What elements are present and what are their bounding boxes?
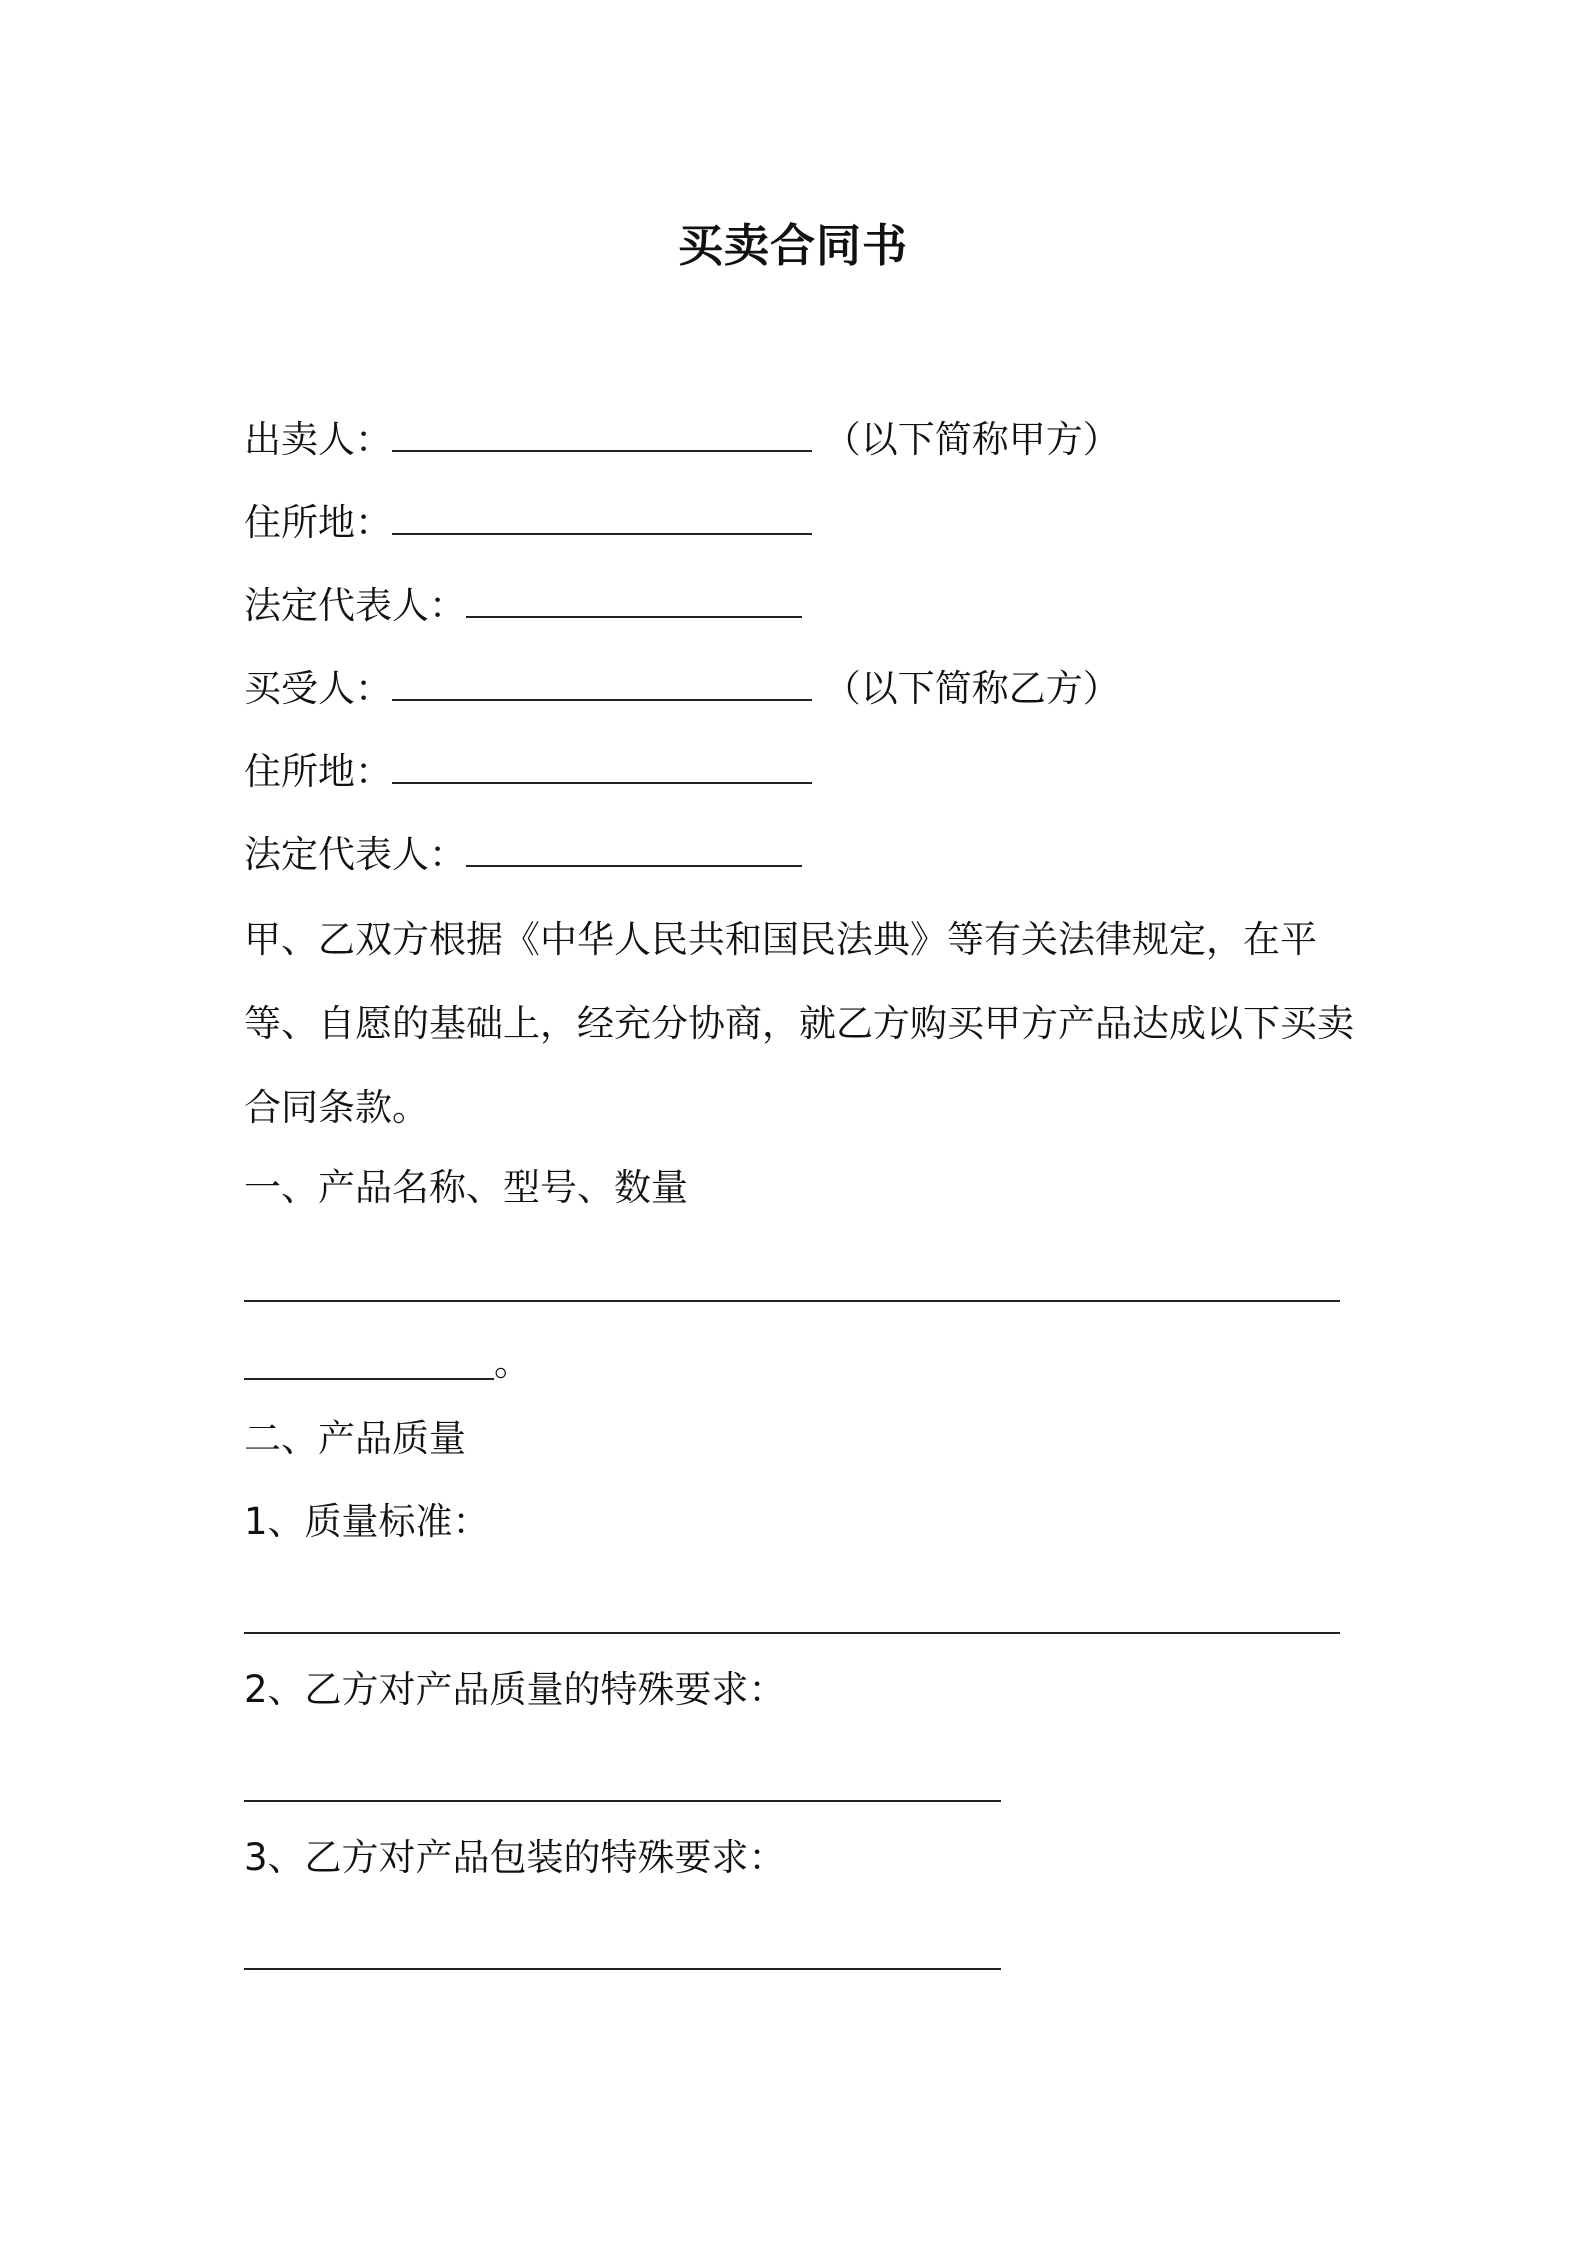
section2-heading: 二、产品质量 [244, 1417, 466, 1460]
seller-address-line [244, 498, 812, 548]
seller-blank[interactable] [392, 418, 812, 452]
intro-paragraph: 甲、乙双方根据《中华人民共和国民法典》等有关法律规定，在平等、自愿的基础上，经充分协商，就乙方购买甲方产品达成以下买卖合同条款。 [244, 918, 1354, 1129]
seller-rep-line [244, 581, 802, 631]
buyer-address-line [244, 747, 812, 797]
buyer-rep-blank[interactable] [466, 833, 802, 867]
seller-rep-blank[interactable] [466, 584, 802, 618]
seller-label: 出卖人： [244, 418, 392, 461]
section2-item2: 2、乙方对产品质量的特殊要求： [244, 1668, 786, 1711]
buyer-label: 买受人： [244, 667, 392, 710]
buyer-address-label: 住所地： [244, 750, 392, 793]
seller-address-label: 住所地： [244, 501, 392, 544]
section2-item1-blank[interactable] [244, 1632, 1340, 1634]
seller-line [244, 415, 1120, 465]
buyer-line [244, 664, 1120, 714]
section1-heading: 一、产品名称、型号、数量 [244, 1166, 688, 1209]
seller-rep-label: 法定代表人： [244, 584, 466, 627]
buyer-note: （以下简称乙方） [823, 667, 1120, 710]
buyer-rep-label: 法定代表人： [244, 833, 466, 876]
buyer-rep-line [244, 830, 802, 880]
seller-address-blank[interactable] [392, 501, 812, 535]
section2-item1: 1、质量标准： [244, 1500, 490, 1543]
section2-item3-blank[interactable] [244, 1968, 1001, 1970]
section1-blank-line-1[interactable] [244, 1300, 1340, 1302]
seller-note: （以下简称甲方） [823, 418, 1120, 461]
buyer-address-blank[interactable] [392, 750, 812, 784]
section2-item2-blank[interactable] [244, 1800, 1001, 1802]
section1-blank-line-2[interactable] [244, 1378, 494, 1380]
buyer-blank[interactable] [392, 667, 812, 701]
section2-item3: 3、乙方对产品包装的特殊要求： [244, 1836, 786, 1879]
document-title: 买卖合同书 [677, 219, 908, 272]
section1-ending: 。 [494, 1341, 531, 1384]
